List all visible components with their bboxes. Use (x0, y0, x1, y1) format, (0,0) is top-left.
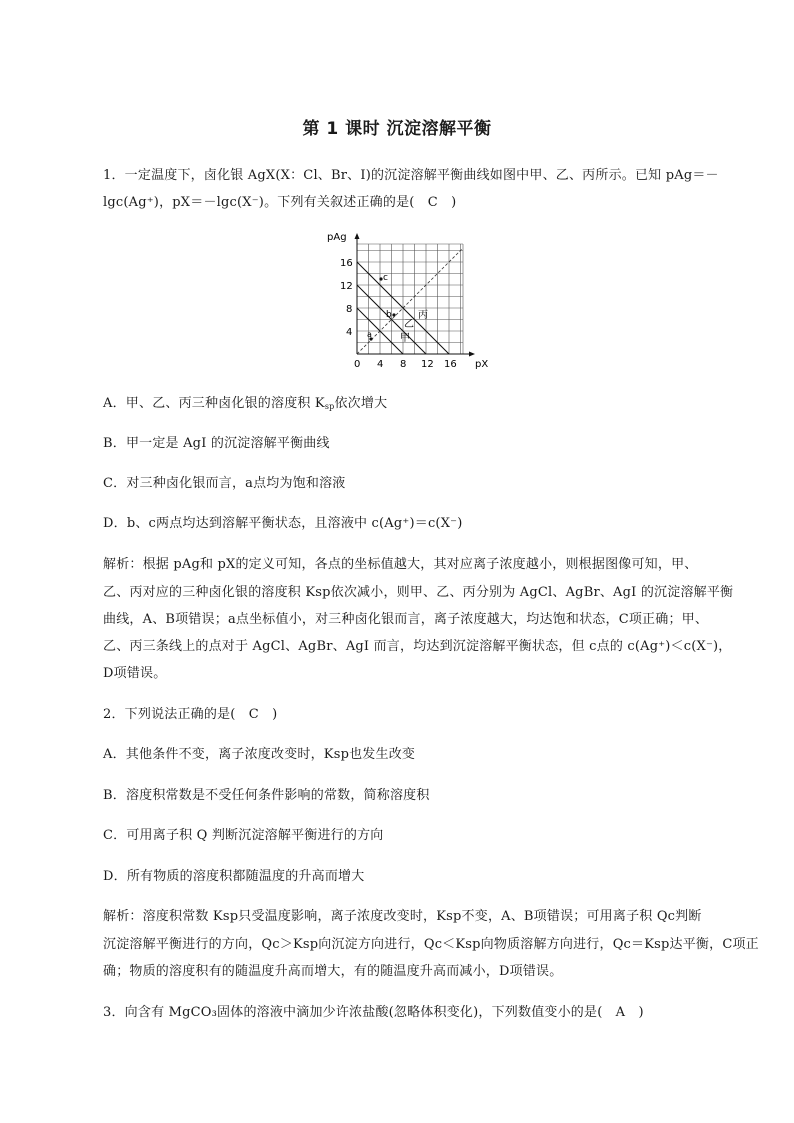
y-tick-12: 12 (340, 281, 353, 292)
q1-option-d: D．b、c两点均达到溶解平衡状态，且溶液中 c(Ag⁺)＝c(X⁻) (103, 516, 463, 531)
q1-analysis-line1: 解析：根据 pAg和 pX的定义可知，各点的坐标值越大，其对应离子浓度越小，则根据图像可知，甲、 (103, 557, 698, 572)
y-tick-16: 16 (340, 258, 353, 269)
q1-analysis-line5: D项错误。 (103, 666, 167, 681)
q2-analysis-line2: 沉淀溶解平衡进行的方向，Qc＞Ksp向沉淀方向进行，Qc＜Ksp向物质溶解方向进行，Qc＝Ksp达平衡，C项正 (103, 937, 759, 952)
q2-option-c: C．可用离子积 Q 判断沉淀溶解平衡进行的方向 (103, 828, 384, 843)
q1-analysis-line3: 曲线，A、B项错误；a点坐标值小，对三种卤化银而言，离子浓度越大，均达饱和状态，C项正确；甲、 (103, 612, 709, 627)
y-tick-8: 8 (346, 304, 353, 315)
curve-label-yi: 乙 (404, 319, 414, 330)
x-axis-label: pX (475, 359, 489, 370)
q1-option-a: A．甲、乙、丙三种卤化银的溶度积 $K_{sp}$依次增大 (103, 396, 388, 411)
y-axis-label: pAg (327, 232, 347, 243)
point-b (392, 313, 395, 316)
q2-analysis-line3: 确；物质的溶度积有的随温度升高而增大，有的随温度升高而减小，D项错误。 (103, 964, 563, 979)
x-tick-16: 16 (444, 359, 457, 370)
q1-stem-line2: lgc(Ag⁺)，pX＝－lgc(X⁻)。下列有关叙述正确的是( C ) (103, 195, 457, 210)
q1-option-c: C．对三种卤化银而言，a点均为饱和溶液 (103, 476, 346, 491)
q1-analysis-line2: 乙、丙对应的三种卤化银的溶度积 Ksp依次减小，则甲、乙、丙分别为 AgCl、AgBr、AgI 的沉淀溶解平衡 (103, 585, 734, 600)
point-label-b: b (386, 310, 392, 320)
page-title: 第 1 课时 沉淀溶解平衡 (302, 119, 492, 139)
curve-label-bing: 丙 (418, 310, 428, 321)
q2-analysis-line1: 解析：溶度积常数 Ksp只受温度影响，离子浓度改变时，Ksp不变，A、B项错误；可用离子积 Qc判断 (103, 909, 702, 924)
q1-figure (325, 226, 495, 376)
q2-option-a: A．其他条件不变，离子浓度改变时，Ksp也发生改变 (103, 747, 416, 762)
y-tick-4: 4 (346, 327, 353, 338)
q2-stem: 2．下列说法正确的是( C ) (103, 707, 278, 722)
curve-label-jia: 甲 (400, 333, 410, 344)
point-label-a: a (367, 330, 372, 339)
q1-analysis-line4: 乙、丙三条线上的点对于 AgCl、AgBr、AgI 而言，均达到沉淀溶解平衡状态，但 c点的 c(Ag⁺)＜c(X⁻)， (103, 639, 732, 654)
x-tick-8: 8 (400, 359, 407, 370)
x-tick-4: 4 (377, 359, 384, 370)
x-tick-12: 12 (421, 359, 434, 370)
point-label-c: c (383, 273, 388, 283)
q2-option-b: B．溶度积常数是不受任何条件影响的常数，简称溶度积 (103, 788, 430, 803)
q1-stem-line1: 1．一定温度下，卤化银 AgX(X：Cl、Br、I)的沉淀溶解平衡曲线如图中甲、乙、丙所示。已知 pAg＝－ (103, 168, 719, 183)
origin-label: 0 (354, 359, 361, 370)
q2-option-d: D．所有物质的溶度积都随温度的升高而增大 (103, 869, 365, 884)
q1-option-b: B．甲一定是 AgI 的沉淀溶解平衡曲线 (103, 436, 330, 451)
solubility-equilibrium-graph (325, 226, 495, 376)
q3-stem: 3．向含有 MgCO₃固体的溶液中滴加少许浓盐酸(忽略体积变化)，下列数值变小的是( A ) (103, 1005, 644, 1020)
